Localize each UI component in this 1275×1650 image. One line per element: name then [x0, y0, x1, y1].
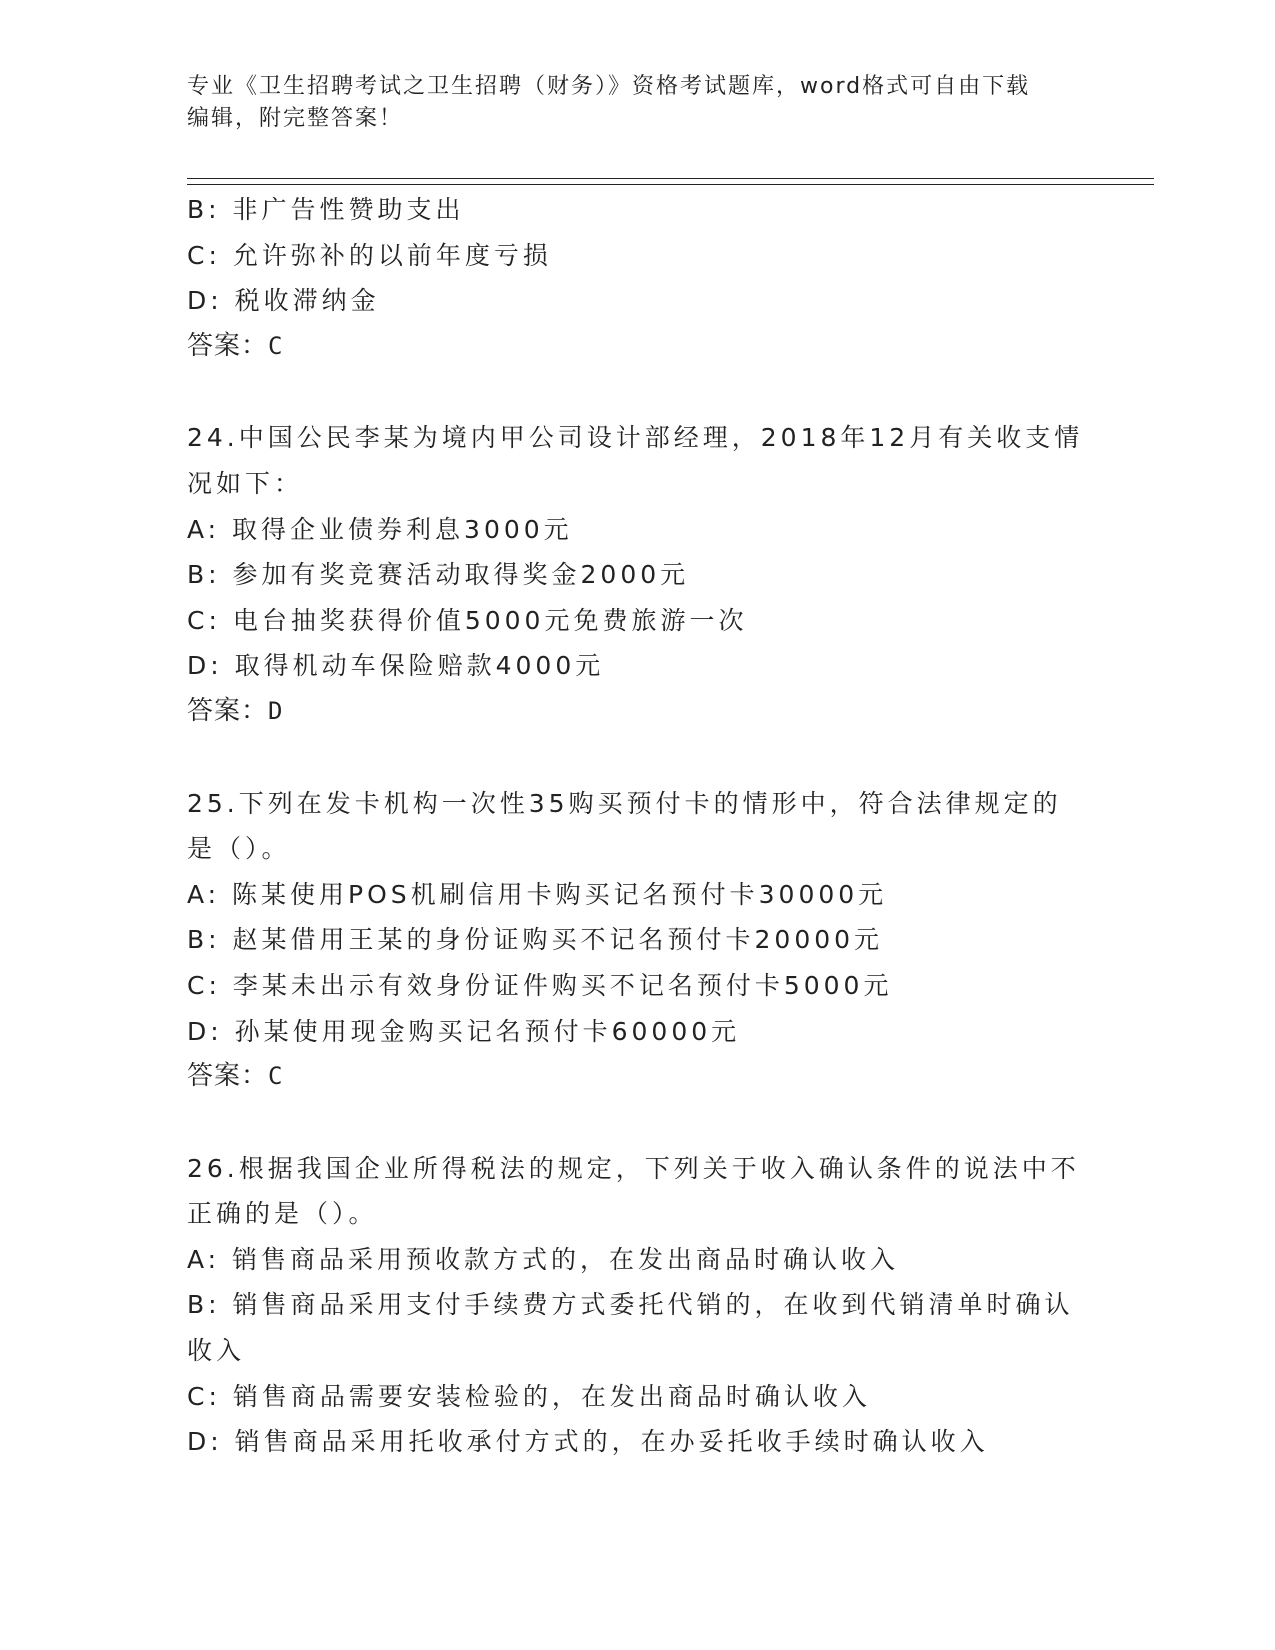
question-26: [187, 1146, 1087, 1465]
header-line-2: 编辑，附完整答案！: [187, 106, 404, 131]
header-divider: [187, 178, 1154, 185]
question-stem: 况如下：: [187, 468, 304, 498]
answer-line: [187, 1054, 1087, 1100]
option-c: C: 李某未出示有效身份证件购买不记名预付卡5000元: [187, 970, 893, 1000]
option-d: D: 销售商品采用托收承付方式的，在办妥托收手续时确认收入: [187, 1427, 989, 1457]
question-stem: 26.根据我国企业所得税法的规定，下列关于收入确认条件的说法中不: [187, 1153, 1080, 1183]
option-b: B: 赵某借用王某的身份证购买不记名预付卡20000元: [187, 925, 884, 955]
answer-value: C: [268, 331, 283, 360]
answer-value: D: [268, 696, 283, 725]
document-header: [187, 71, 1067, 135]
answer-label: 答案：: [187, 330, 269, 361]
question-stem: 是（）。: [187, 834, 291, 864]
answer-line: [187, 324, 1087, 370]
option-d: D: 税收滞纳金: [187, 286, 380, 316]
option-a: A: 陈某使用POS机刷信用卡购买记名预付卡30000元: [187, 879, 888, 909]
option-b: B: 参加有奖竞赛活动取得奖金2000元: [187, 560, 690, 590]
question-stem: 24.中国公民李某为境内甲公司设计部经理，2018年12月有关收支情: [187, 423, 1084, 453]
option-a: A: 取得企业债券利息3000元: [187, 514, 573, 544]
option-a: A: 销售商品采用预收款方式的，在发出商品时确认收入: [187, 1244, 900, 1274]
question-stem: 25.下列在发卡机构一次性35购买预付卡的情形中，符合法律规定的: [187, 788, 1062, 818]
option-b: B: 销售商品采用支付手续费方式委托代销的，在收到代销清单时确认: [187, 1290, 1074, 1320]
question-24: [187, 415, 1087, 734]
option-d: D: 孙某使用现金购买记名预付卡60000元: [187, 1016, 741, 1046]
option-c: C: 电台抽奖获得价值5000元免费旅游一次: [187, 605, 748, 635]
option-b: B: 非广告性赞助支出: [187, 195, 465, 224]
answer-line: [187, 689, 1087, 735]
answer-label: 答案：: [187, 1061, 269, 1092]
question-25: [187, 781, 1087, 1100]
option-c: C: 销售商品需要安装检验的，在发出商品时确认收入: [187, 1381, 871, 1411]
answer-label: 答案：: [187, 695, 269, 726]
header-line-1: 专业《卫生招聘考试之卫生招聘（财务）》资格考试题库，word格式可自由下载: [187, 74, 1031, 99]
option-d: D: 取得机动车保险赔款4000元: [187, 651, 605, 681]
question-stem: 正确的是（）。: [187, 1199, 378, 1229]
option-b-continued: 收入: [187, 1336, 246, 1366]
answer-value: C: [268, 1062, 283, 1091]
question-23-partial: [187, 187, 1087, 369]
option-c: C: 允许弥补的以前年度亏损: [187, 240, 552, 270]
question-list: [187, 187, 1087, 1465]
